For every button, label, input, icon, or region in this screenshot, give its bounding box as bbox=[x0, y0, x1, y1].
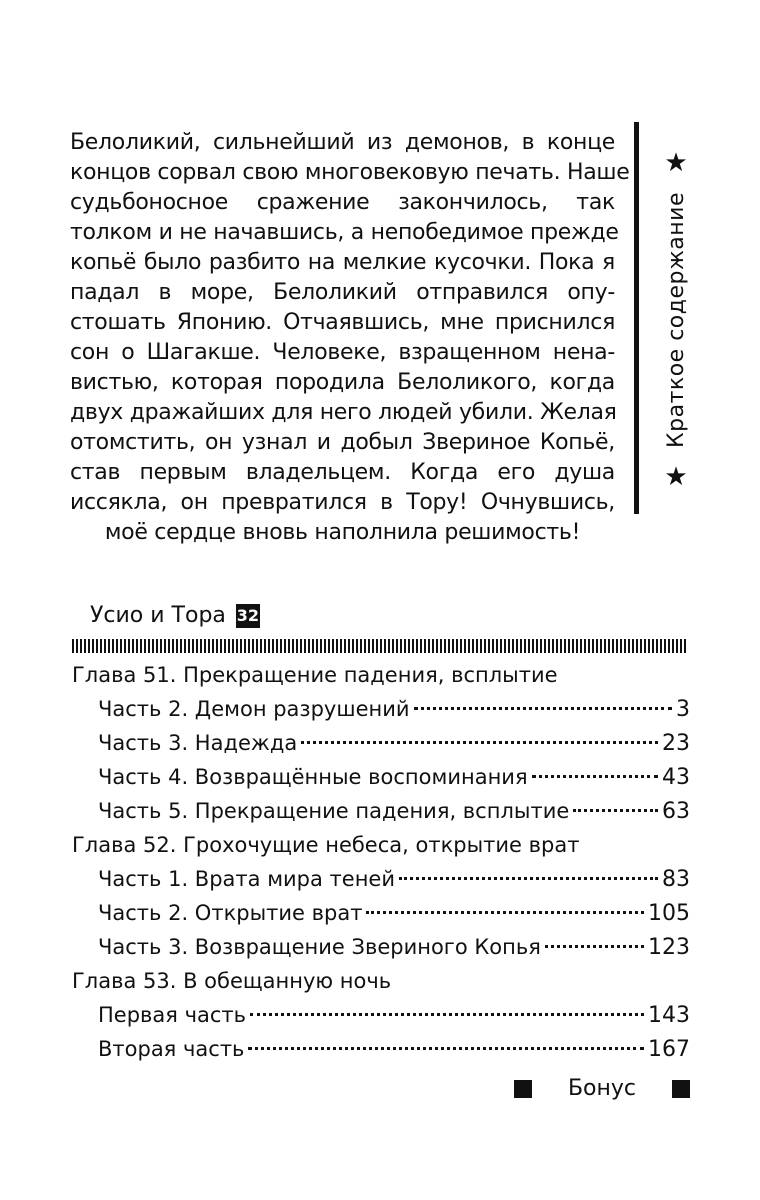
toc-page-number: 123 bbox=[648, 935, 690, 960]
toc-leader-dots bbox=[250, 1013, 644, 1016]
summary-line: став первым владельцем. Когда его душа bbox=[70, 460, 615, 485]
toc-leader-dots bbox=[414, 707, 672, 710]
toc-title: Часть 5. Прекращение падения, всплытие bbox=[98, 799, 570, 823]
summary-line: отомстить, он узнал и добыл Звериное Копьё, bbox=[70, 430, 615, 455]
toc-page-number: 167 bbox=[648, 1037, 690, 1062]
summary-line: моё сердце вновь наполнила решимость! bbox=[104, 520, 581, 545]
toc-title: Глава 53. В обещанную ночь bbox=[72, 969, 392, 993]
star-icon: ★ bbox=[664, 148, 688, 178]
summary-line: копьё было разбито на мелкие кусочки. Пока я bbox=[70, 250, 615, 275]
summary-line: сон о Шагакше. Человеке, взращенном нена- bbox=[70, 340, 615, 365]
toc-leader-dots bbox=[248, 1047, 644, 1050]
toc-page-number: 105 bbox=[648, 901, 690, 926]
toc-title: Часть 2. Демон разрушений bbox=[98, 697, 410, 721]
toc-page-number: 43 bbox=[662, 765, 690, 790]
square-icon bbox=[672, 1080, 690, 1098]
volume-badge: 32 bbox=[236, 604, 260, 628]
summary-line: судьбоносное сражение закончилось, так bbox=[70, 190, 615, 215]
summary-line: двух дражайших для него людей убили. Желая bbox=[70, 400, 617, 425]
toc-leader-dots bbox=[301, 741, 658, 744]
toc-title: Глава 51. Прекращение падения, всплытие bbox=[72, 663, 558, 687]
toc-page-number: 23 bbox=[662, 731, 690, 756]
toc-page-number: 3 bbox=[676, 697, 690, 722]
toc-entry bbox=[72, 935, 690, 969]
toc-entry bbox=[72, 901, 690, 935]
summary-line: концов сорвал свою многовековую печать. Наше bbox=[70, 160, 630, 185]
side-divider bbox=[634, 122, 639, 514]
toc-leader-dots bbox=[399, 877, 658, 880]
toc-title: Часть 4. Возвращённые воспоминания bbox=[98, 765, 528, 789]
side-panel bbox=[648, 150, 704, 490]
toc-entry bbox=[72, 1003, 690, 1037]
toc-title: Часть 3. Надежда bbox=[98, 731, 298, 755]
summary-line: вистью, которая породила Белоликого, когда bbox=[70, 370, 615, 395]
bonus-label: Бонус bbox=[567, 1076, 637, 1101]
toc-entry bbox=[72, 799, 690, 833]
series-title: Усио и Тора bbox=[90, 603, 226, 628]
toc-entry bbox=[72, 1037, 690, 1071]
toc-entry bbox=[72, 731, 690, 765]
summary-line: иссякла, он превратился в Тору! Очнувшись, bbox=[70, 490, 615, 515]
bonus-footer bbox=[514, 1076, 690, 1101]
toc-leader-dots bbox=[532, 775, 658, 778]
summary-line: падал в море, Белоликий отправился опу- bbox=[70, 280, 615, 305]
toc-entry bbox=[72, 697, 690, 731]
toc-entry bbox=[72, 765, 690, 799]
toc-chapter bbox=[72, 833, 690, 867]
toc-chapter bbox=[72, 663, 690, 697]
summary-line: толком и не начавшись, а непобедимое прежде bbox=[70, 220, 619, 245]
toc-title: Вторая часть bbox=[98, 1037, 245, 1061]
star-icon: ★ bbox=[664, 461, 688, 492]
summary-text bbox=[70, 128, 630, 548]
toc-leader-dots bbox=[573, 809, 658, 812]
toc-title: Часть 2. Открытие врат bbox=[98, 901, 363, 925]
table-of-contents bbox=[72, 663, 690, 1071]
series-header bbox=[90, 603, 260, 628]
toc-leader-dots bbox=[366, 911, 644, 914]
toc-title: Первая часть bbox=[98, 1003, 247, 1027]
toc-title: Часть 3. Возвращение Звериного Копья bbox=[98, 935, 541, 959]
summary-line: Белоликий, сильнейший из демонов, в конце bbox=[70, 130, 615, 155]
toc-page-number: 83 bbox=[662, 867, 690, 892]
toc-chapter bbox=[72, 969, 690, 1003]
toc-title: Часть 1. Врата мира теней bbox=[98, 867, 396, 891]
square-icon bbox=[514, 1080, 532, 1098]
toc-page-number: 63 bbox=[662, 799, 690, 824]
toc-title: Глава 52. Грохочущие небеса, открытие врат bbox=[72, 833, 580, 857]
toc-entry bbox=[72, 867, 690, 901]
side-title: Краткое содержание bbox=[663, 192, 689, 448]
summary-line: стошать Японию. Отчаявшись, мне приснился bbox=[70, 310, 615, 335]
decorative-divider bbox=[72, 639, 688, 653]
toc-leader-dots bbox=[545, 945, 644, 948]
toc-page-number: 143 bbox=[648, 1003, 690, 1028]
